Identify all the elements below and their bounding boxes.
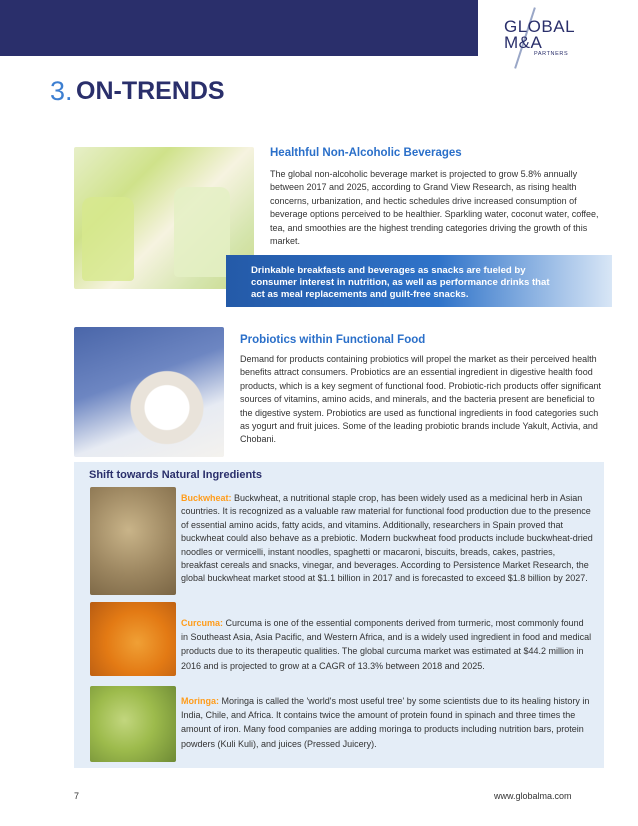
callout-banner — [226, 255, 612, 307]
beverages-heading: Healthful Non-Alcoholic Beverages — [270, 147, 462, 159]
buckwheat-label: Buckwheat: — [181, 493, 232, 503]
moringa-paragraph — [181, 694, 593, 751]
curcuma-photo — [90, 602, 176, 676]
callout-banner-text: Drinkable breakfasts and beverages as snacks are fueled by consumer interest in nutrition, as well as performance drinks that act as meal replacements and guilt-free snacks. — [251, 265, 550, 300]
footer-website-link[interactable]: www.globalma.com — [494, 791, 572, 801]
beverages-paragraph: The global non-alcoholic beverage market is projected to grow 5.8% annually between 2017 and 2025, according to Grand View Research, as rising health concerns, urbanization, and hectic schedules drive increased consumption of beverage options perceived to be healthier. Sparkling water, coconut water, coffee, tea, and smoothies are the highest trending categories driving the growth of this market. — [270, 169, 599, 247]
section-title: ON-TRENDS — [76, 77, 225, 105]
page-number: 7 — [74, 791, 80, 801]
logo-line-1: GLOBAL — [504, 17, 576, 36]
curcuma-paragraph — [181, 616, 593, 673]
probiotics-paragraph: Demand for products containing probiotics will propel the market as their perceived health benefits attract consumers. Probiotics are an essential ingredient in digestive health food products, which is a key segment of functional food. Probiotic-rich products offer significant sources of vitamins, amino acids, and minerals, and the bacteria present are beneficial to the digestive system. Probiotics are used as functional ingredients in food categories such as yogurt and fruit juices. Some of the leading probiotic brands include Yakult, Activia, and Chobani. — [240, 354, 602, 445]
buckwheat-paragraph — [181, 492, 593, 586]
section-number: 3. — [50, 76, 73, 106]
probiotics-photo — [74, 327, 224, 457]
moringa-label: Moringa: — [181, 696, 219, 706]
curcuma-text: Curcuma is one of the essential components derived from turmeric, most commonly found in Southeast Asia, Asia Pacific, and Western Africa, and is a widely used ingredient in food and medical products due to its therapeutic qualities. The global curcuma market was estimated at $44.2 million in 2016 and is projected to grow at a CAGR of 13.3% between 2018 and 2025. — [181, 618, 592, 671]
logo-line-2: M&A — [504, 33, 543, 52]
moringa-photo — [90, 686, 176, 762]
header-bar — [0, 0, 478, 56]
natural-ingredients-heading: Shift towards Natural Ingredients — [89, 469, 262, 481]
moringa-text: Moringa is called the 'world's most useful tree' by some scientists due to its healing history in India, Chile, and Africa. It contains twice the amount of protein found in spinach and three times the amount of iron. Many food companies are adding moringa to products including nutrition bars, protein powders (Kuli Kuli), and juices (Pressed Juicery). — [181, 696, 590, 749]
company-logo — [500, 12, 576, 64]
curcuma-label: Curcuma: — [181, 618, 224, 628]
buckwheat-text: Buckwheat, a nutritional staple crop, has been widely used as a medicinal herb in Asian countries. It is recognized as a valuable raw material for functional food production due to the presence of essential amino acids, fatty acids, and vitamins. Additionally, researchers in Spain proved that buckwheat could also behave as a prebiotic. Modern buckwheat food products include buckwheat-dried noodles or vermicelli, instant noodles, spaghetti or macaroni, biscuits, breads, cakes, pastries, breakfast cereals and snacks, vinegar, and beverages. According to Persistence Market Research, the global buckwheat market stood at $1.1 billion in 2017 and is forecasted to exceed $1.8 billion by 2027. — [181, 493, 593, 584]
buckwheat-photo — [90, 487, 176, 595]
probiotics-heading: Probiotics within Functional Food — [240, 334, 426, 346]
logo-line-3: PARTNERS — [534, 51, 569, 57]
